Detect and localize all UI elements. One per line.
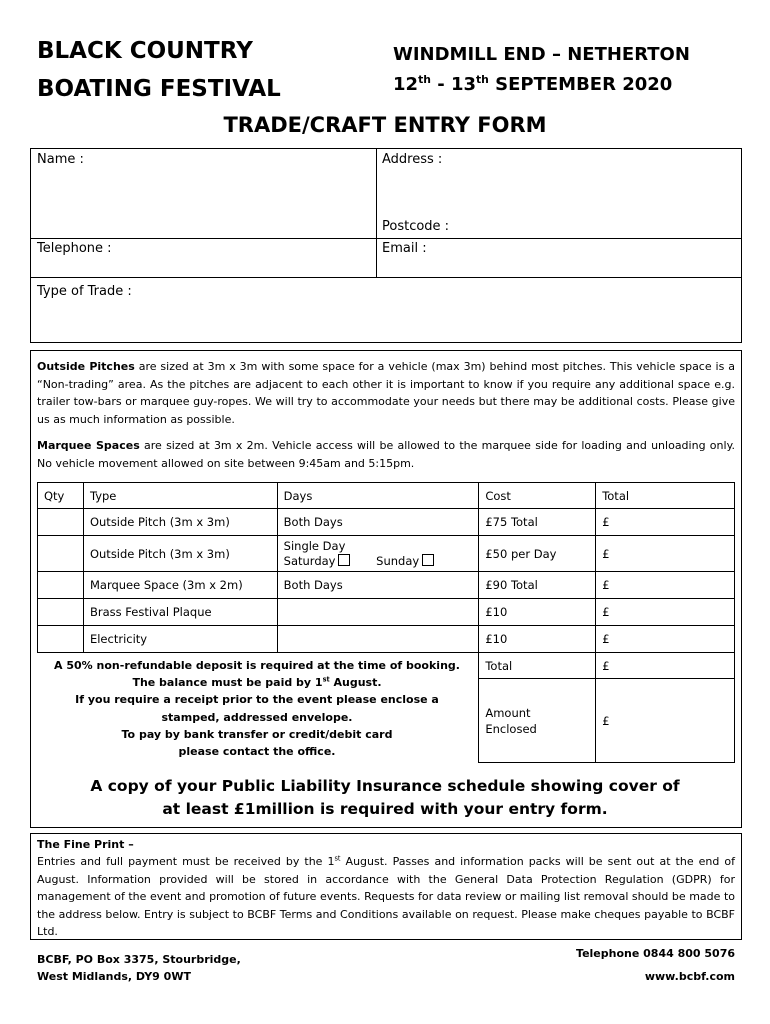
qty-cell[interactable] (38, 572, 84, 599)
cost-cell: £50 per Day (479, 536, 596, 572)
days-cell: Both Days (277, 572, 479, 599)
table-row (38, 599, 735, 626)
insurance-line2: at least £1million is required with your entry form. (162, 800, 608, 818)
fine-print-text-b: August. Passes and information packs will be sent out at the end of August. Information provided will be stored in accordance with the General Data Protection Regulation (GDPR) for management of the event and promotion of future events. Requests for data review or mailing list removal should be made to the address below. Entry is subject to BCBF Terms and Conditions available on request. Please make cheques payable to BCBF Ltd. (37, 855, 735, 938)
details-divider-2 (30, 277, 742, 278)
col-header-type: Type (83, 483, 277, 509)
fine-print-text-a: Entries and full payment must be received by the 1 (37, 855, 335, 868)
days-cell (277, 536, 479, 572)
total-cell[interactable]: £ (596, 536, 735, 572)
days-cell (277, 599, 479, 626)
total-cell[interactable]: £ (596, 509, 735, 536)
deposit-notice (37, 657, 477, 760)
total-cell[interactable]: £ (596, 626, 735, 653)
marquee-spaces-text: are sized at 3m x 2m. Vehicle access will be allowed to the marquee side for loading and unloading only. No vehicle movement allowed on site between 9:45am and 5:15pm. (37, 439, 736, 470)
telephone-field[interactable]: Telephone : (37, 241, 112, 256)
cost-cell: £90 Total (479, 572, 596, 599)
date-sup2: th (476, 73, 489, 86)
festival-title-line2: BOATING FESTIVAL (37, 76, 281, 102)
fine-print-sup: st (334, 854, 341, 863)
footer-website[interactable]: www.bcbf.com (644, 970, 735, 983)
trade-type-field[interactable]: Type of Trade : (37, 284, 132, 299)
saturday-label: Saturday (283, 553, 336, 568)
form-title: TRADE/CRAFT ENTRY FORM (223, 113, 547, 137)
date-day2: 13 (450, 74, 476, 95)
type-cell: Outside Pitch (3m x 3m) (83, 536, 277, 572)
type-cell: Electricity (83, 626, 277, 653)
notice-line1: A 50% non-refundable deposit is required at the time of booking. (54, 659, 460, 672)
sunday-label: Sunday (376, 553, 420, 568)
marquee-spaces-heading: Marquee Spaces (37, 439, 140, 452)
days-cell (277, 626, 479, 653)
fine-print-heading: The Fine Print – (37, 838, 134, 851)
table-row (38, 572, 735, 599)
postcode-field[interactable]: Postcode : (382, 219, 450, 234)
outside-pitches-text: are sized at 3m x 3m with some space for a vehicle (max 3m) behind most pitches. This vehicle space is a “Non-trading” area. As the pitches are adjacent to each other it is important to know if you require any additional space e.g. trailer tow-bars or marquee guy-ropes. We will try to accommodate your needs but there may be additional costs. Please give us as much information as possible. (37, 360, 735, 426)
notice-line2-sup: st (322, 675, 330, 684)
amount-enclosed-label (479, 679, 596, 763)
col-header-total: Total (596, 483, 735, 509)
table-row (38, 536, 735, 572)
notice-line6: please contact the office. (178, 745, 336, 759)
date-rest: SEPTEMBER 2020 (488, 74, 673, 95)
date-sep: - (430, 74, 451, 95)
total-cell[interactable]: £ (596, 572, 735, 599)
total-cell[interactable]: £ (596, 599, 735, 626)
table-row (38, 626, 735, 653)
festival-title-line1: BLACK COUNTRY (37, 38, 253, 64)
single-day-label: Single Day (283, 538, 346, 553)
footer-address-line1: BCBF, PO Box 3375, Stourbridge, (37, 953, 241, 966)
details-divider-1 (30, 238, 742, 239)
footer-telephone: Telephone 0844 800 5076 (576, 947, 735, 960)
amount-label-2: Enclosed (485, 721, 537, 736)
fine-print-text (37, 853, 735, 941)
event-dates (393, 74, 672, 95)
type-cell: Marquee Space (3m x 2m) (83, 572, 277, 599)
type-cell: Outside Pitch (3m x 3m) (83, 509, 277, 536)
outside-pitches-info (37, 358, 735, 428)
sunday-checkbox[interactable] (422, 554, 434, 566)
cost-cell: £75 Total (479, 509, 596, 536)
notice-line5: To pay by bank transfer or credit/debit card (121, 727, 393, 741)
address-field[interactable]: Address : (382, 152, 443, 167)
col-header-qty: Qty (38, 483, 84, 509)
qty-cell[interactable] (38, 626, 84, 653)
table-row (38, 509, 735, 536)
insurance-line1: A copy of your Public Liability Insurance schedule showing cover of (90, 777, 680, 795)
notice-line4: stamped, addressed envelope. (161, 710, 353, 724)
notice-line3: If you require a receipt prior to the event please enclose a (75, 693, 439, 707)
grand-total-label: Total (479, 653, 596, 679)
venue: WINDMILL END – NETHERTON (393, 44, 690, 65)
insurance-requirement (0, 775, 770, 821)
marquee-spaces-info (37, 437, 735, 472)
qty-cell[interactable] (38, 509, 84, 536)
qty-cell[interactable] (38, 599, 84, 626)
notice-line2 (37, 674, 477, 691)
notice-line2-b: August. (329, 676, 382, 690)
cost-cell: £10 (479, 626, 596, 653)
qty-cell[interactable] (38, 536, 84, 572)
table-header-row (38, 483, 735, 509)
outside-pitches-heading: Outside Pitches (37, 360, 135, 373)
grand-total-cell[interactable]: £ (596, 653, 735, 679)
day-choice (284, 554, 473, 569)
footer-address-line2: West Midlands, DY9 0WT (37, 970, 191, 983)
saturday-checkbox[interactable] (338, 554, 350, 566)
amount-label-1: Amount (485, 705, 531, 720)
notice-line2-a: The balance must be paid by 1 (132, 676, 323, 690)
col-header-cost: Cost (479, 483, 596, 509)
amount-enclosed-cell[interactable]: £ (596, 679, 735, 763)
col-header-days: Days (277, 483, 479, 509)
name-field[interactable]: Name : (37, 152, 84, 167)
days-cell: Both Days (277, 509, 479, 536)
details-vertical-divider (376, 148, 377, 278)
date-sup1: th (418, 73, 431, 86)
type-cell: Brass Festival Plaque (83, 599, 277, 626)
date-day1: 12 (393, 74, 419, 95)
cost-cell: £10 (479, 599, 596, 626)
email-field[interactable]: Email : (382, 241, 427, 256)
